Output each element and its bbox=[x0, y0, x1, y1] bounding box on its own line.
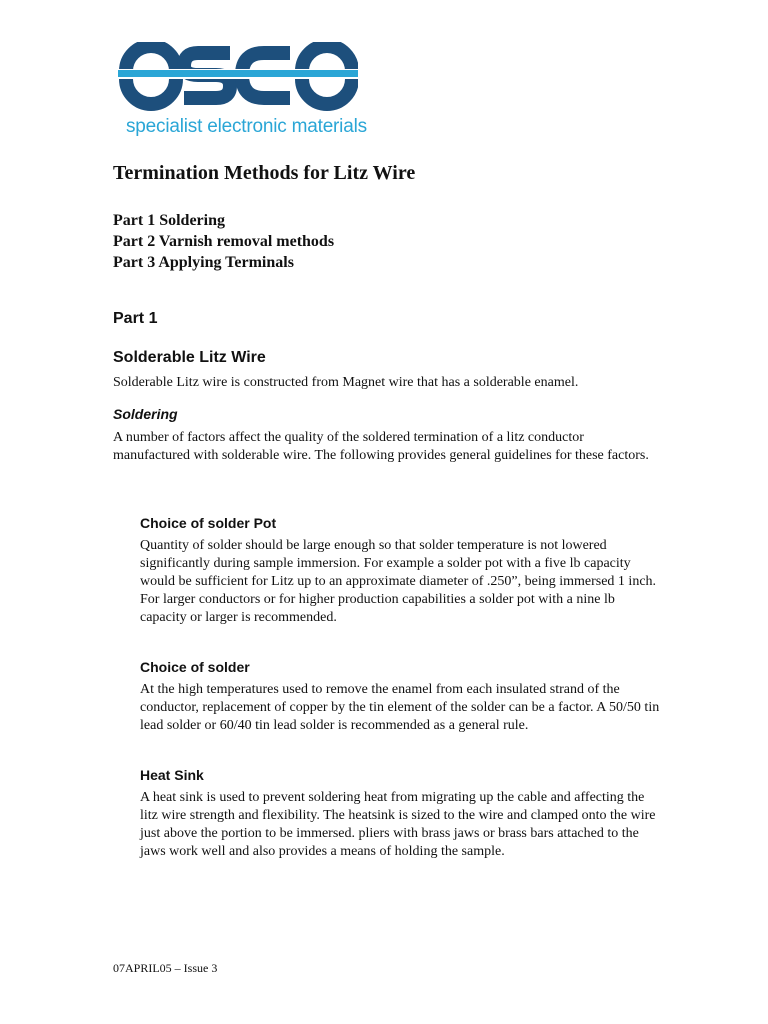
footer-issue: 07APRIL05 – Issue 3 bbox=[113, 961, 218, 975]
osco-logo-mark bbox=[118, 42, 358, 112]
heat-sink-paragraph: A heat sink is used to prevent soldering heat from migrating up the cable and affecting the litz wire strength and flexibility. The heatsink is sized to the wire and clamped onto the wire just above the portion to be immersed. pliers with brass jaws or brass bars attached to the jaws work well and also provides a means of holding the sample. bbox=[140, 790, 656, 859]
choice-of-solder-heading: Choice of solder bbox=[140, 659, 250, 675]
soldering-paragraph: A number of factors affect the quality of the soldered termination of a litz conductor manufactured with solderable wire. The following provides general guidelines for these factors. bbox=[113, 430, 649, 463]
solder-pot-heading: Choice of solder Pot bbox=[140, 515, 277, 531]
solder-pot-paragraph: Quantity of solder should be large enough so that solder temperature is not lowered significantly during sample immersion. For example a solder pot with a five lb capacity would be sufficient for Litz up to an approximate diameter of .250”, being immersed 1 inch. For larger conductors or for higher production capabilities a solder pot with a nine lb capacity or larger is recommended. bbox=[140, 538, 657, 625]
part-heading: Part 1 bbox=[113, 310, 158, 327]
intro-paragraph: Solderable Litz wire is constructed from Magnet wire that has a solderable enamel. bbox=[113, 375, 579, 390]
company-logo bbox=[118, 42, 367, 142]
parts-list-item: Part 1 Soldering bbox=[113, 212, 225, 229]
heat-sink-heading: Heat Sink bbox=[140, 767, 204, 783]
section-heading: Solderable Litz Wire bbox=[113, 349, 266, 366]
parts-list-item: Part 2 Varnish removal methods bbox=[113, 233, 335, 250]
logo-tagline: specialist electronic materials bbox=[126, 116, 367, 137]
soldering-heading: Soldering bbox=[113, 406, 178, 422]
choice-of-solder-paragraph: At the high temperatures used to remove the enamel from each insulated strand of the conductor, replacement of copper by the tin element of the solder can be a factor. A 50/50 tin lead solder or 60/40 tin lead solder is recommended as a general rule. bbox=[140, 682, 660, 733]
parts-list-item: Part 3 Applying Terminals bbox=[113, 254, 294, 271]
parts-list bbox=[113, 210, 334, 273]
document-title: Termination Methods for Litz Wire bbox=[113, 162, 416, 184]
